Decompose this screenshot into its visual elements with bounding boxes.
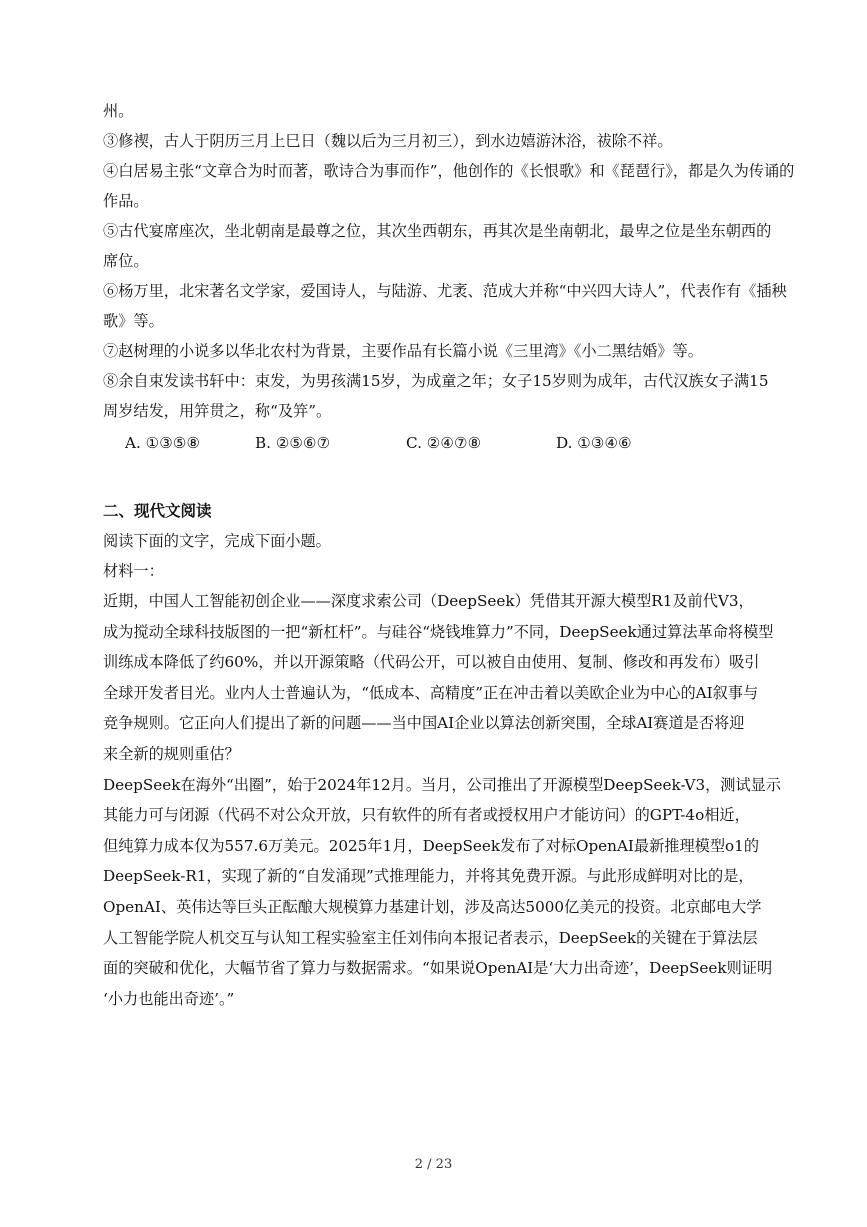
paragraph-2	[103, 770, 782, 1015]
spacer	[103, 458, 771, 496]
text-line: DeepSeek-R1，实现了新的“自发涌现”式推理能力，并将其免费开源。与此形成鲜明对比的是，	[103, 867, 754, 886]
text-line: 面的突破和优化，大幅节省了算力与数据需求。“如果说OpenAI是‘大力出奇迹’，DeepSeek则证明	[103, 959, 773, 978]
text-line: ⑥杨万里，北宋著名文学家，爱国诗人，与陆游、尤袤、范成大并称“中兴四大诗人”，代表作有《插秧	[103, 282, 787, 300]
instruction-text: 阅读下面的文字，完成下面小题。	[103, 532, 331, 550]
text-line: 席位。	[103, 252, 149, 270]
text-line: ⑧余自束发读书轩中：束发，为男孩满15岁，为成童之年；女子15岁则为成年，古代汉族女子满15	[103, 372, 769, 390]
text-line: ⑤古代宴席座次，坐北朝南是最尊之位，其次坐西朝东，再其次是坐南朝北，最卑之位是坐东朝西的	[103, 222, 772, 240]
page-content	[103, 96, 795, 1014]
text-line: 成为搅动全球科技版图的一把“新杠杆”。与硅谷“烧钱堆算力”不同，DeepSeek通过算法革命将模型	[103, 622, 774, 641]
text-line: 训练成本降低了约60%，并以开源策略（代码公开，可以被自由使用、复制、修改和再发布）吸引	[103, 653, 760, 672]
text-line: ③修禊，古人于阴历三月上巳日（魏以后为三月初三），到水边嬉游沐浴，祓除不祥。	[103, 132, 673, 150]
text-line: 作品。	[103, 192, 149, 210]
page-number: 2 / 23	[414, 1157, 453, 1172]
answer-options	[103, 428, 771, 458]
text-line: 歌》等。	[103, 312, 164, 330]
text-line: 近期，中国人工智能初创企业——深度求索公司（DeepSeek）凭借其开源大模型R1及前代V3，	[103, 592, 754, 610]
text-line: 其能力可与闭源（代码不对公众开放，只有软件的所有者或授权用户才能访问）的GPT-4o相近，	[103, 806, 750, 825]
text-line: ⑦赵树理的小说多以华北农村为背景，主要作品有长篇小说《三里湾》《小二黑结婚》等。	[103, 342, 703, 360]
text-line: ‘小力也能出奇迹’。”	[103, 989, 235, 1008]
text-line: OpenAI、英伟达等巨头正酝酿大规模算力基建计划，涉及高达5000亿美元的投资。北京邮电大学	[103, 897, 762, 916]
item-list-continuation	[103, 96, 795, 426]
material-label: 材料一：	[103, 562, 164, 580]
option-c[interactable]: C. ②④⑦⑧	[406, 434, 482, 452]
text-line: 人工智能学院人机交互与认知工程实验室主任刘伟向本报记者表示，DeepSeek的关键在于算法层	[103, 928, 758, 947]
section-heading: 二、现代文阅读	[103, 501, 212, 520]
text-line: 但纯算力成本仅为557.6万美元。2025年1月，DeepSeek发布了对标OpenAI最新推理模型o1的	[103, 836, 760, 855]
option-b[interactable]: B. ②⑤⑥⑦	[255, 434, 331, 452]
text-line: ④白居易主张“文章合为时而著，歌诗合为事而作”，他创作的《长恨歌》和《琵琶行》，都是久为传诵的	[103, 162, 795, 180]
text-line: DeepSeek在海外“出圈”，始于2024年12月。当月，公司推出了开源模型DeepSeek-V3，测试显示	[103, 775, 782, 794]
option-a[interactable]: A. ①③⑤⑧	[125, 434, 201, 452]
option-d[interactable]: D. ①③④⑥	[556, 434, 632, 452]
text-line: 全球开发者目光。业内人士普遍认为，“低成本、高精度”正在冲击着以美欧企业为中心的AI叙事与	[103, 683, 759, 702]
text-line: 州。	[103, 102, 134, 120]
paragraph-1	[103, 586, 774, 770]
text-line: 周岁结发，用笄贯之，称“及笄”。	[103, 402, 332, 420]
text-line: 竞争规则。它正向人们提出了新的问题——当中国AI企业以算法创新突围，全球AI赛道是否将迎	[103, 714, 745, 733]
text-line: 来全新的规则重估？	[103, 744, 240, 763]
